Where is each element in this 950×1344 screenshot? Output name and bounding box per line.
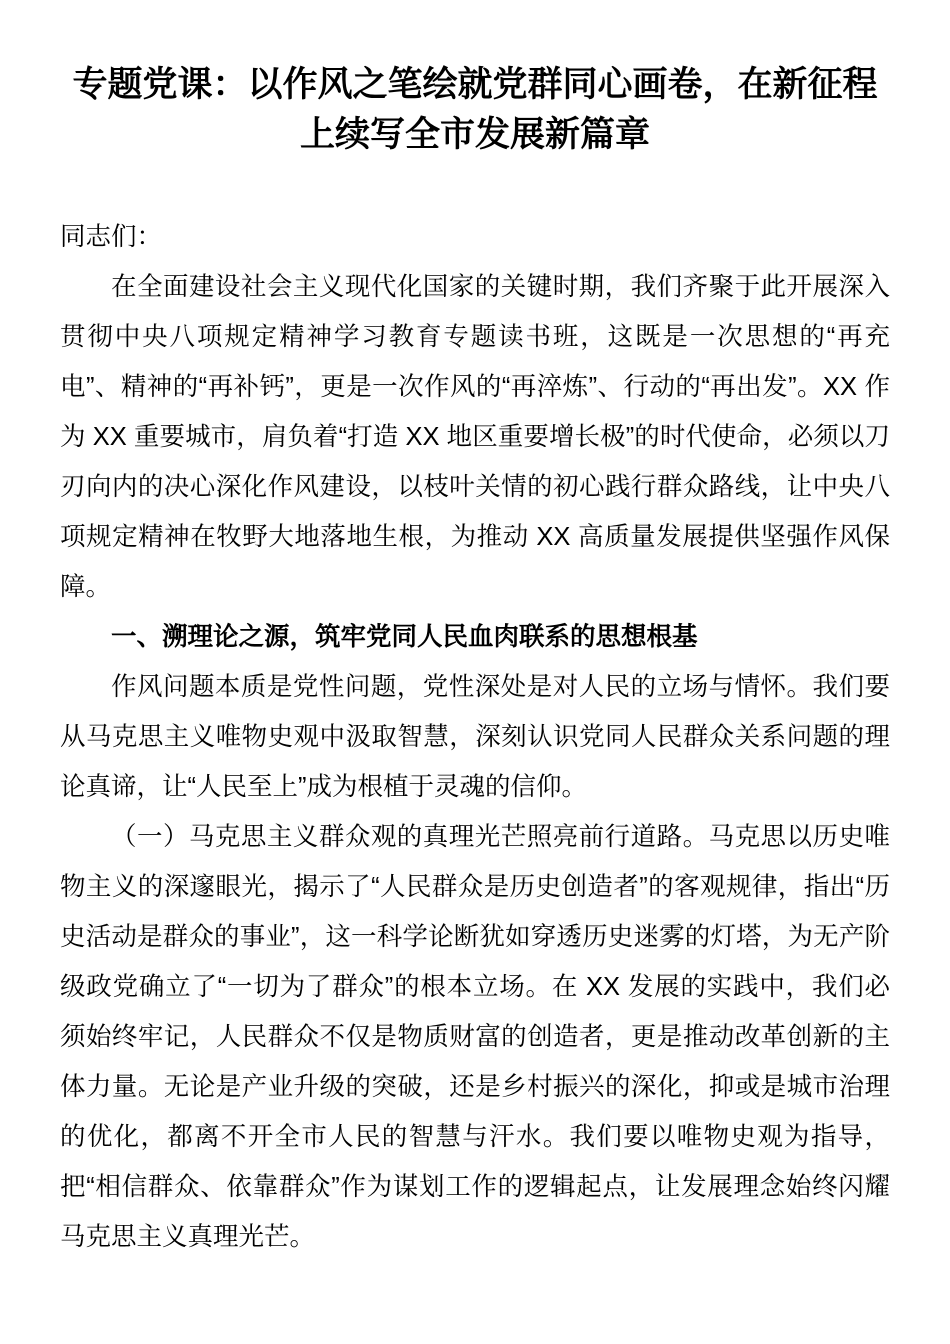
section-heading-1: 一、溯理论之源，筑牢党同人民血肉联系的思想根基	[111, 623, 698, 651]
paragraph-marxist-view: （一）马克思主义群众观的真理光芒照亮前行道路。马克思以历史唯物主义的深邃眼光，揭示了“人民群众是历史创造者”的客观规律，指出“历史活动是群众的事业”，这一科学论断犹如穿透历史迷雾的灯塔，为无产阶级政党确立了“一切为了群众”的根本立场。在 XX 发展的实践中，我们必须始终牢记，人民群众不仅是物质财富的创造者，更是推动改革创新的主体力量。无论是产业升级的突破，还是乡村振兴的深化，抑或是城市治理的优化，都离不开全市人民的智慧与汗水。我们要以唯物史观为指导，把“相信群众、依靠群众”作为谋划工作的逻辑起点，让发展理念始终闪耀马克思主义真理光芒。	[60, 823, 890, 1251]
paragraph-intro: 在全面建设社会主义现代化国家的关键时期，我们齐聚于此开展深入贯彻中央八项规定精神学习教育专题读书班，这既是一次思想的“再充电”、精神的“再补钙”，更是一次作风的“再淬炼”、行动的“再出发”。XX 作为 XX 重要城市，肩负着“打造 XX 地区重要增长极”的时代使命，必须以刀刃向内的决心深化作风建设，以枝叶关情的初心践行群众路线，让中央八项规定精神在牧野大地落地生根，为推动 XX 高质量发展提供坚强作风保障。	[60, 273, 890, 601]
paragraph-theory: 作风问题本质是党性问题，党性深处是对人民的立场与情怀。我们要从马克思主义唯物史观中汲取智慧，深刻认识党同人民群众关系问题的理论真谛，让“人民至上”成为根植于灵魂的信仰。	[60, 673, 890, 801]
salutation: 同志们：	[60, 223, 163, 251]
document-title: 专题党课：以作风之笔绘就党群同心画卷，在新征程上续写全市发展新篇章	[72, 65, 878, 154]
